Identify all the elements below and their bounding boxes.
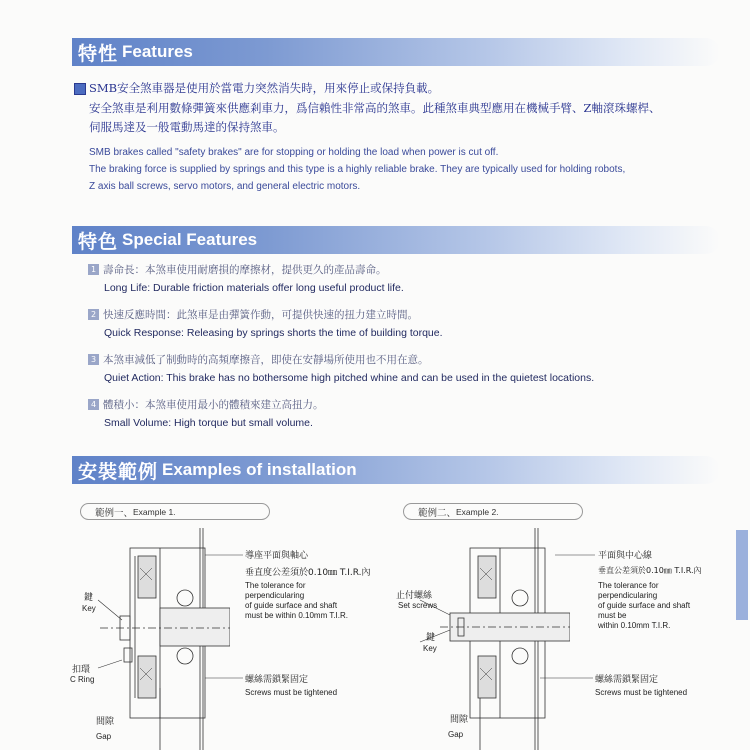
special-item-zh: 壽命長：本煞車使用耐磨損的摩擦材，提供更久的產品壽命。: [103, 264, 387, 276]
ex1-tolerance-zh-1: 導座平面與軸心: [245, 551, 309, 561]
ex1-tolerance-en-4: must be within 0.10mm T.I.R.: [245, 611, 348, 620]
ex1-tolerance-en-2: perpendicularing: [245, 591, 305, 600]
ex2-tolerance-zh-1: 平面與中心線: [598, 551, 653, 561]
item-number-badge: 2: [88, 309, 99, 320]
ex2-gap-zh: 間隙: [450, 715, 469, 725]
ex2-key-en: Key: [423, 644, 437, 653]
example-1-label-en: Example 1.: [133, 506, 176, 517]
features-zh-line-1: SMB安全煞車器是使用於當電力突然消失時，用來停止或保持負載。: [89, 81, 440, 95]
ex2-tolerance-en-2: perpendicularing: [598, 591, 658, 600]
features-en-line-1: SMB brakes called "safety brakes" are for stopping or holding the load when power is cut off.: [89, 147, 499, 158]
ex2-tolerance-en-3: of guide surface and shaft: [598, 601, 691, 610]
special-item-zh: 體積小：本煞車使用最小的體積來建立高扭力。: [103, 399, 324, 411]
install-title-en: Examples of installation: [162, 460, 357, 479]
ex2-screw-zh: 螺絲需鎖緊固定: [595, 675, 659, 685]
features-title-zh: 特性: [78, 42, 119, 65]
special-item-en: Small Volume: High torque but small volume.: [104, 417, 313, 429]
special-item-zh: 快速反應時間：此煞車是由彈簧作動，可提供快速的扭力建立時間。: [103, 309, 418, 321]
features-en-line-2: The braking force is supplied by springs and this type is a highly reliable brake. They are typically used for holding robots,: [89, 164, 626, 175]
ex1-tolerance-zh-2: 垂直度公差須於0.10㎜ T.I.R.內: [245, 568, 371, 578]
special-title-en: Special Features: [122, 230, 258, 249]
special-item-zh: 本煞車減低了制動時的高頻摩擦音，即使在安靜場所使用也不用在意。: [103, 354, 429, 366]
ex1-screw-zh: 螺絲需鎖緊固定: [245, 675, 309, 685]
item-number-badge: 1: [88, 264, 99, 275]
example-2-label-en: Example 2.: [456, 506, 499, 517]
ex2-tolerance-zh-2: 垂直公差須於0.10㎜ T.I.R.內: [598, 566, 702, 575]
ex1-key-en: Key: [82, 604, 96, 613]
features-zh-line-3: 伺服馬達及一般電動馬達的保持煞車。: [89, 120, 285, 134]
side-tab-marker: [736, 530, 748, 620]
ex2-tolerance-en-5: within 0.10mm T.I.R.: [598, 621, 671, 630]
install-title-zh: 安裝範例: [78, 460, 159, 483]
item-number-badge: 3: [88, 354, 99, 365]
ex1-cring-en: C Ring: [70, 675, 95, 684]
ex2-key-zh: 鍵: [426, 633, 436, 643]
ex1-cring-zh: 扣環: [72, 665, 91, 675]
ex1-screw-en: Screws must be tightened: [245, 688, 338, 697]
special-item-en: Long Life: Durable friction materials offer long useful product life.: [104, 282, 404, 294]
ex1-tolerance-en-1: The tolerance for: [245, 581, 306, 590]
features-zh-line-2: 安全煞車是利用數條彈簧來供應剎車力，爲信賴性非常高的煞車。此種煞車典型應用在機械手臂、Z軸滾珠螺桿、: [89, 101, 661, 115]
example-1-label-zh: 範例一、: [95, 507, 134, 519]
features-title-en: Features: [122, 42, 193, 61]
special-item-en: Quick Response: Releasing by springs shorts the time of building torque.: [104, 327, 443, 339]
ex1-gap-zh: 間隙: [96, 717, 115, 727]
ex2-tolerance-en-4: must be: [598, 611, 627, 620]
special-item-en: Quiet Action: This brake has no bothersome high pitched whine and can be used in the quietest locations.: [104, 372, 595, 384]
ex2-gap-en: Gap: [448, 730, 464, 739]
features-en-line-3: Z axis ball screws, servo motors, and general electric motors.: [89, 181, 361, 192]
example-2-label-zh: 範例二、: [418, 507, 457, 519]
ex1-gap-en: Gap: [96, 732, 112, 741]
special-title-zh: 特色: [78, 230, 119, 253]
ex1-key-zh: 鍵: [84, 593, 94, 603]
ex2-screw-en: Screws must be tightened: [595, 688, 688, 697]
ex2-setscrew-zh: 止付螺絲: [396, 591, 433, 601]
ex2-tolerance-en-1: The tolerance for: [598, 581, 659, 590]
item-number-badge: 4: [88, 399, 99, 410]
ex1-tolerance-en-3: of guide surface and shaft: [245, 601, 338, 610]
ex2-setscrew-en: Set screws: [398, 601, 438, 610]
